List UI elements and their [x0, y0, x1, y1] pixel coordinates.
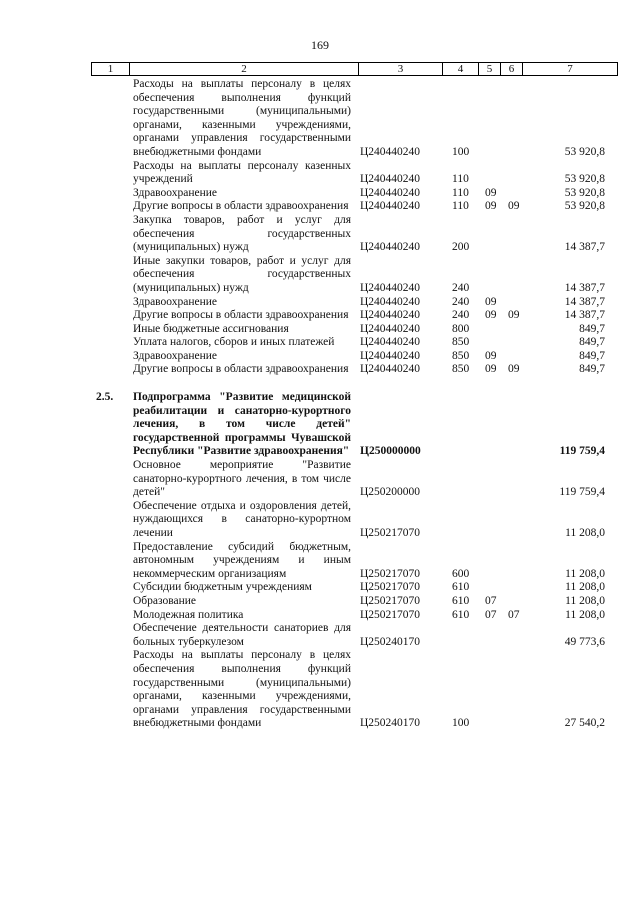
expense-type: 240: [452, 281, 470, 294]
column-header-3: 3: [359, 63, 443, 76]
column-header-table: [91, 62, 618, 76]
expense-type: 240: [452, 309, 470, 322]
amount: 119 759,4: [559, 445, 605, 458]
amount: 849,7: [579, 322, 605, 335]
amount: 27 540,2: [564, 717, 605, 730]
row-name: Здравоохранение: [133, 295, 218, 308]
expense-type: 850: [452, 336, 470, 349]
row-name: Субсидии бюджетным учреждениям: [133, 581, 312, 594]
table-row: [0, 500, 640, 541]
column-header-1: 1: [92, 63, 130, 76]
target-article-code: Ц250240170: [360, 635, 421, 648]
target-article-code: Ц240440240: [360, 200, 421, 213]
target-article-code: Ц240440240: [360, 281, 421, 294]
section-code: 07: [485, 594, 497, 607]
row-name: Обеспечение деятельности санаториев для больных туберкулезом: [133, 622, 351, 648]
column-header-2: 2: [130, 63, 359, 76]
amount: 14 387,7: [564, 281, 605, 294]
expense-type: 110: [452, 173, 469, 186]
row-name: Иные закупки товаров, работ и услуг для обеспечения государственных (муниципальных) нужд: [133, 254, 351, 294]
expense-type: 850: [452, 363, 470, 376]
row-name: Здравоохранение: [133, 186, 218, 199]
section-gap: [0, 377, 640, 391]
table-row: [0, 649, 640, 731]
column-header-4: 4: [443, 63, 479, 76]
table-row: [0, 187, 640, 201]
row-name: Закупка товаров, работ и услуг для обеспечения государственных (муниципальных) нужд: [133, 213, 351, 254]
amount: 11 208,0: [565, 581, 605, 594]
table-row: [0, 622, 640, 649]
section-code: 09: [485, 363, 497, 376]
section-code: 09: [485, 200, 497, 213]
row-name: Предоставление субсидий бюджетным, автономным учреждениям и иным некоммерческим организациям: [133, 540, 351, 580]
table-row: [0, 214, 640, 255]
expense-type: 110: [452, 200, 469, 213]
row-name: Обеспечение отдыха и оздоровления детей, нуждающихся в санаторно-курортном лечении: [133, 499, 351, 539]
row-name: Расходы на выплаты персоналу в целях обеспечения выполнения функций государственными (муниципальными) органами, казенными учреждениями, органами управления государственными внебюджетными фондами: [133, 649, 351, 730]
table-row: [0, 78, 640, 160]
table-row: [0, 391, 640, 459]
row-name: Расходы на выплаты персоналу в целях обеспечения выполнения функций государственными (муниципальными) органами, казенными учреждениями, органами управления государственными внебюджетными фондами: [133, 78, 351, 158]
target-article-code: Ц240440240: [360, 145, 421, 158]
table-row: [0, 350, 640, 364]
row-name: Другие вопросы в области здравоохранения: [133, 309, 349, 322]
subsection-code: 09: [508, 200, 520, 213]
table-row: [0, 323, 640, 337]
page-number: 169: [311, 38, 329, 52]
budget-table-body: [0, 78, 640, 731]
target-article-code: Ц250217070: [360, 581, 421, 594]
expense-type: 100: [452, 717, 470, 730]
expense-type: 600: [452, 567, 470, 580]
amount: 11 208,0: [565, 594, 605, 607]
table-row: [0, 200, 640, 214]
target-article-code: Ц240440240: [360, 349, 421, 362]
target-article-code: Ц240440240: [360, 186, 421, 199]
row-name: Основное мероприятие "Развитие санаторно-курортного лечения, в том числе детей": [133, 459, 351, 499]
row-name: Уплата налогов, сборов и иных платежей: [133, 336, 335, 349]
row-name: Молодежная политика: [133, 608, 244, 621]
amount: 14 387,7: [564, 309, 605, 322]
row-name: Подпрограмма "Развитие медицинской реабилитации и санаторно-курортного лечения, в том числе детей" государственной программы Чувашской Республики "Развитие здравоохранения": [133, 391, 351, 458]
table-row: [0, 336, 640, 350]
amount: 49 773,6: [564, 635, 605, 648]
row-name: Другие вопросы в области здравоохранения: [133, 363, 349, 376]
subsection-code: 07: [508, 608, 520, 621]
row-name: Иные бюджетные ассигнования: [133, 322, 289, 335]
column-header-5: 5: [479, 63, 501, 76]
table-row: [0, 581, 640, 595]
expense-type: 610: [452, 594, 470, 607]
target-article-code: Ц240440240: [360, 363, 421, 376]
row-name: Другие вопросы в области здравоохранения: [133, 200, 349, 213]
row-name: Образование: [133, 594, 197, 607]
subsection-code: 09: [508, 309, 520, 322]
target-article-code: Ц240440240: [360, 295, 421, 308]
amount: 849,7: [579, 349, 605, 362]
expense-type: 200: [452, 241, 470, 254]
amount: 53 920,8: [564, 145, 605, 158]
target-article-code: Ц240440240: [360, 336, 421, 349]
table-row: [0, 160, 640, 187]
table-row: [0, 309, 640, 323]
amount: 849,7: [579, 336, 605, 349]
target-article-code: Ц250217070: [360, 527, 421, 539]
target-article-code: Ц240440240: [360, 173, 421, 186]
target-article-code: Ц250217070: [360, 567, 421, 580]
section-code: 09: [485, 349, 497, 362]
table-row: [0, 363, 640, 377]
amount: 11 208,0: [565, 567, 605, 580]
row-name: Расходы на выплаты персоналу казенных учреждений: [133, 159, 351, 186]
target-article-code: Ц250240170: [360, 717, 421, 730]
section-code: 09: [485, 186, 497, 199]
target-article-code: Ц240440240: [360, 309, 421, 322]
column-header-row: [92, 63, 618, 76]
amount: 53 920,8: [564, 186, 605, 199]
expense-type: 240: [452, 295, 470, 308]
subsection-code: 09: [508, 363, 520, 376]
amount: 14 387,7: [564, 295, 605, 308]
expense-type: 100: [452, 145, 470, 158]
table-row: [0, 541, 640, 582]
target-article-code: Ц250000000: [360, 445, 421, 458]
expense-type: 800: [452, 322, 470, 335]
amount: 119 759,4: [559, 486, 605, 499]
expense-type: 610: [452, 581, 470, 594]
amount: 14 387,7: [564, 241, 605, 254]
amount: 11 208,0: [565, 608, 605, 621]
section-code: 09: [485, 295, 497, 308]
amount: 53 920,8: [564, 173, 605, 186]
section-code: 09: [485, 309, 497, 322]
target-article-code: Ц250217070: [360, 608, 421, 621]
table-row: [0, 459, 640, 500]
table-row: [0, 255, 640, 296]
table-row: [0, 609, 640, 623]
table-row: [0, 296, 640, 310]
expense-type: 110: [452, 186, 469, 199]
row-number: 2.5.: [96, 391, 114, 404]
target-article-code: Ц240440240: [360, 322, 421, 335]
amount: 53 920,8: [564, 200, 605, 213]
target-article-code: Ц250200000: [360, 486, 421, 499]
expense-type: 610: [452, 608, 470, 621]
target-article-code: Ц250217070: [360, 594, 421, 607]
amount: 849,7: [579, 363, 605, 376]
row-name: Здравоохранение: [133, 349, 218, 362]
column-header-6: 6: [501, 63, 523, 76]
column-header-7: 7: [523, 63, 618, 76]
section-code: 07: [485, 608, 497, 621]
target-article-code: Ц240440240: [360, 241, 421, 254]
expense-type: 850: [452, 349, 470, 362]
amount: 11 208,0: [565, 527, 605, 539]
table-row: [0, 595, 640, 609]
